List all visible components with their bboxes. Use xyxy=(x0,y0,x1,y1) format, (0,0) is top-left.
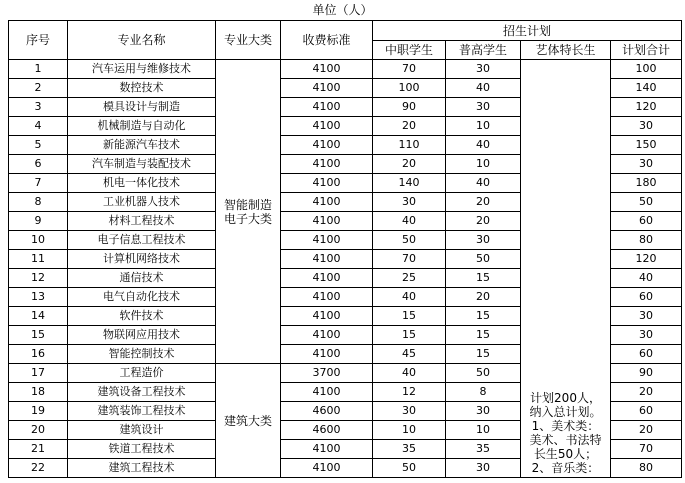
cell-high-school: 15 xyxy=(446,269,521,288)
art-note-line: 长生50人； xyxy=(533,447,598,461)
cell-high-school: 40 xyxy=(446,174,521,193)
cell-total: 70 xyxy=(611,440,682,459)
cell-total: 20 xyxy=(611,383,682,402)
cell-fee: 4600 xyxy=(281,402,373,421)
header-major-name: 专业名称 xyxy=(68,21,216,60)
cell-seq: 22 xyxy=(9,459,68,478)
cell-fee: 4100 xyxy=(281,136,373,155)
cell-total: 80 xyxy=(611,231,682,250)
cell-seq: 8 xyxy=(9,193,68,212)
cell-seq: 21 xyxy=(9,440,68,459)
cell-high-school: 50 xyxy=(446,364,521,383)
cell-vocational: 35 xyxy=(373,440,446,459)
cell-vocational: 15 xyxy=(373,326,446,345)
cell-total: 20 xyxy=(611,421,682,440)
cell-seq: 14 xyxy=(9,307,68,326)
cell-fee: 4100 xyxy=(281,440,373,459)
cell-high-school: 40 xyxy=(446,79,521,98)
cell-total: 30 xyxy=(611,117,682,136)
cell-fee: 4100 xyxy=(281,345,373,364)
cell-fee: 4100 xyxy=(281,383,373,402)
cell-major-name: 电子信息工程技术 xyxy=(68,231,216,250)
cell-high-school: 20 xyxy=(446,288,521,307)
header-fee: 收费标准 xyxy=(281,21,373,60)
cell-major-name: 电气自动化技术 xyxy=(68,288,216,307)
cell-seq: 3 xyxy=(9,98,68,117)
cell-seq: 12 xyxy=(9,269,68,288)
cell-major-name: 建筑工程技术 xyxy=(68,459,216,478)
art-note-line: 美术、书法特 xyxy=(529,433,602,447)
cell-seq: 1 xyxy=(9,60,68,79)
cell-major-name: 机电一体化技术 xyxy=(68,174,216,193)
cell-vocational: 50 xyxy=(373,231,446,250)
cell-high-school: 50 xyxy=(446,250,521,269)
cell-seq: 16 xyxy=(9,345,68,364)
cell-major-name: 铁道工程技术 xyxy=(68,440,216,459)
unit-label: 单位（人） xyxy=(312,3,373,17)
cell-art-sport-note xyxy=(521,60,611,478)
cell-total: 30 xyxy=(611,326,682,345)
cell-total: 90 xyxy=(611,364,682,383)
cell-high-school: 10 xyxy=(446,155,521,174)
cell-total: 30 xyxy=(611,155,682,174)
cell-major-name: 机械制造与自动化 xyxy=(68,117,216,136)
cell-total: 120 xyxy=(611,98,682,117)
cell-major-name: 计算机网络技术 xyxy=(68,250,216,269)
cell-seq: 20 xyxy=(9,421,68,440)
cell-total: 40 xyxy=(611,269,682,288)
header-total: 计划合计 xyxy=(611,41,682,60)
cell-major-name: 工业机器人技术 xyxy=(68,193,216,212)
cell-high-school: 10 xyxy=(446,117,521,136)
cell-vocational: 20 xyxy=(373,155,446,174)
cell-fee: 4100 xyxy=(281,307,373,326)
cell-fee: 3700 xyxy=(281,364,373,383)
cell-category-intelligent: 智能制造 电子大类 xyxy=(216,60,281,364)
header-row-1 xyxy=(9,21,682,41)
cell-vocational: 20 xyxy=(373,117,446,136)
art-note-line: 2、音乐类： xyxy=(531,461,600,475)
cell-fee: 4100 xyxy=(281,117,373,136)
header-vocational: 中职学生 xyxy=(373,41,446,60)
cell-high-school: 30 xyxy=(446,459,521,478)
cell-major-name: 通信技术 xyxy=(68,269,216,288)
cell-major-name: 工程造价 xyxy=(68,364,216,383)
cell-vocational: 12 xyxy=(373,383,446,402)
cell-seq: 17 xyxy=(9,364,68,383)
cell-seq: 9 xyxy=(9,212,68,231)
cell-fee: 4100 xyxy=(281,269,373,288)
cell-fee: 4100 xyxy=(281,174,373,193)
cell-fee: 4100 xyxy=(281,288,373,307)
cell-high-school: 10 xyxy=(446,421,521,440)
header-high-school: 普高学生 xyxy=(446,41,521,60)
cell-high-school: 30 xyxy=(446,402,521,421)
table-row xyxy=(9,60,682,79)
cell-major-name: 建筑装饰工程技术 xyxy=(68,402,216,421)
cell-vocational: 30 xyxy=(373,193,446,212)
cell-seq: 13 xyxy=(9,288,68,307)
cell-vocational: 50 xyxy=(373,459,446,478)
cell-high-school: 8 xyxy=(446,383,521,402)
cell-total: 30 xyxy=(611,307,682,326)
cell-total: 150 xyxy=(611,136,682,155)
cell-major-name: 数控技术 xyxy=(68,79,216,98)
cell-seq: 7 xyxy=(9,174,68,193)
header-art-sport: 艺体特长生 xyxy=(521,41,611,60)
cell-fee: 4100 xyxy=(281,155,373,174)
cell-high-school: 20 xyxy=(446,212,521,231)
cell-seq: 11 xyxy=(9,250,68,269)
cell-fee: 4100 xyxy=(281,231,373,250)
cell-fee: 4100 xyxy=(281,193,373,212)
cell-vocational: 40 xyxy=(373,364,446,383)
cell-seq: 5 xyxy=(9,136,68,155)
cell-major-name: 建筑设计 xyxy=(68,421,216,440)
header-major-category: 专业大类 xyxy=(216,21,281,60)
art-note-line: 计划200人， xyxy=(530,391,601,405)
cell-vocational: 90 xyxy=(373,98,446,117)
cell-high-school: 15 xyxy=(446,345,521,364)
cell-major-name: 汽车运用与维修技术 xyxy=(68,60,216,79)
cell-high-school: 35 xyxy=(446,440,521,459)
cell-total: 80 xyxy=(611,459,682,478)
cell-vocational: 25 xyxy=(373,269,446,288)
header-seq: 序号 xyxy=(9,21,68,60)
cell-total: 180 xyxy=(611,174,682,193)
cell-fee: 4100 xyxy=(281,60,373,79)
cell-high-school: 15 xyxy=(446,307,521,326)
cell-seq: 4 xyxy=(9,117,68,136)
cell-high-school: 30 xyxy=(446,60,521,79)
cell-major-name: 新能源汽车技术 xyxy=(68,136,216,155)
art-note-line: 1、美术类： xyxy=(531,419,600,433)
table-body xyxy=(9,60,682,478)
cell-seq: 19 xyxy=(9,402,68,421)
cell-total: 100 xyxy=(611,60,682,79)
cell-vocational: 45 xyxy=(373,345,446,364)
cell-high-school: 30 xyxy=(446,98,521,117)
cell-major-name: 智能控制技术 xyxy=(68,345,216,364)
cell-seq: 10 xyxy=(9,231,68,250)
cell-major-name: 材料工程技术 xyxy=(68,212,216,231)
cell-total: 50 xyxy=(611,193,682,212)
cell-major-name: 汽车制造与装配技术 xyxy=(68,155,216,174)
cell-total: 140 xyxy=(611,79,682,98)
cell-high-school: 20 xyxy=(446,193,521,212)
cell-major-name: 软件技术 xyxy=(68,307,216,326)
cell-fee: 4100 xyxy=(281,250,373,269)
cell-vocational: 140 xyxy=(373,174,446,193)
cell-major-name: 物联网应用技术 xyxy=(68,326,216,345)
cell-total: 60 xyxy=(611,402,682,421)
cell-total: 60 xyxy=(611,212,682,231)
enrollment-plan-table xyxy=(8,20,682,478)
cell-high-school: 15 xyxy=(446,326,521,345)
cell-seq: 2 xyxy=(9,79,68,98)
cell-fee: 4100 xyxy=(281,79,373,98)
cell-major-name: 模具设计与制造 xyxy=(68,98,216,117)
cell-vocational: 30 xyxy=(373,402,446,421)
cell-vocational: 15 xyxy=(373,307,446,326)
cell-seq: 6 xyxy=(9,155,68,174)
cell-fee: 4100 xyxy=(281,98,373,117)
cell-fee: 4100 xyxy=(281,212,373,231)
cell-vocational: 40 xyxy=(373,212,446,231)
cell-vocational: 40 xyxy=(373,288,446,307)
cell-fee: 4100 xyxy=(281,326,373,345)
art-note-line: 纳入总计划。 xyxy=(529,405,602,419)
cell-total: 120 xyxy=(611,250,682,269)
cell-fee: 4600 xyxy=(281,421,373,440)
cell-high-school: 40 xyxy=(446,136,521,155)
cell-seq: 15 xyxy=(9,326,68,345)
cell-fee: 4100 xyxy=(281,459,373,478)
cell-vocational: 70 xyxy=(373,60,446,79)
header-plan: 招生计划 xyxy=(373,21,682,41)
cell-total: 60 xyxy=(611,288,682,307)
cell-seq: 18 xyxy=(9,383,68,402)
cell-category-construction: 建筑大类 xyxy=(216,364,281,478)
cell-high-school: 30 xyxy=(446,231,521,250)
cell-vocational: 100 xyxy=(373,79,446,98)
cell-vocational: 110 xyxy=(373,136,446,155)
cell-total: 60 xyxy=(611,345,682,364)
cell-vocational: 70 xyxy=(373,250,446,269)
cell-vocational: 10 xyxy=(373,421,446,440)
cell-major-name: 建筑设备工程技术 xyxy=(68,383,216,402)
